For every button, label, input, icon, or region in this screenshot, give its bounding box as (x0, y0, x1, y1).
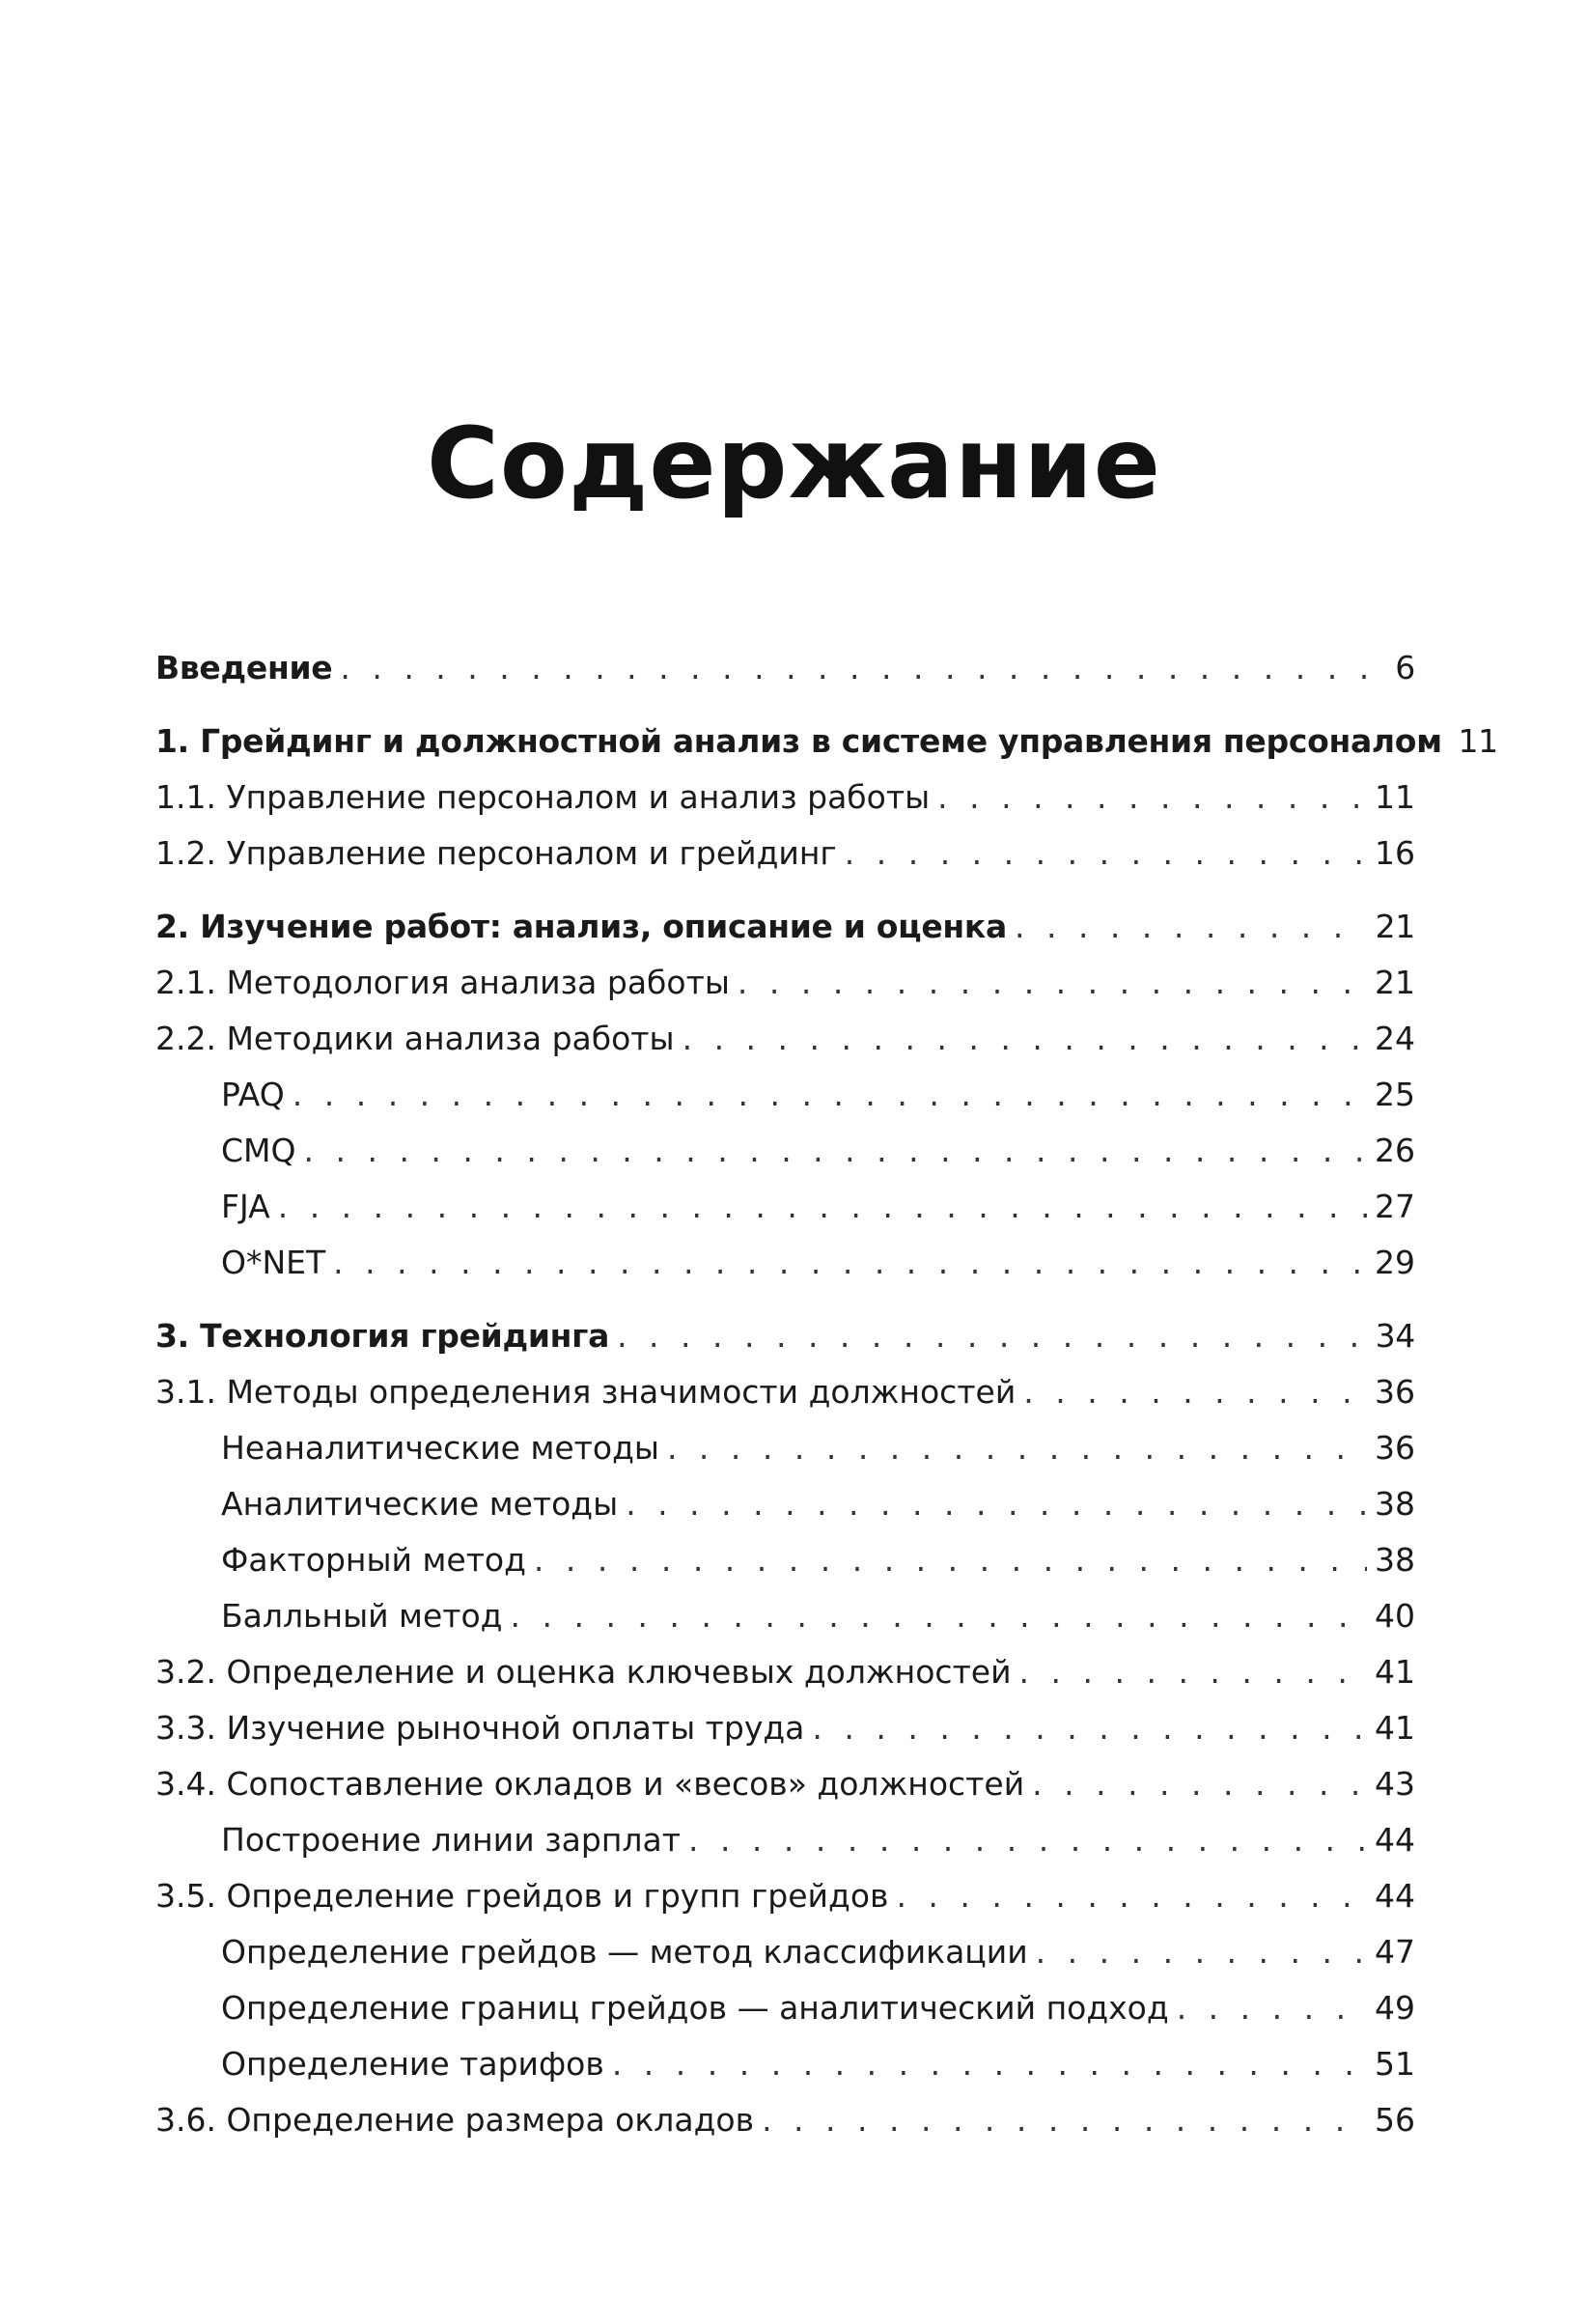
toc-entry-section-3-6[interactable] (155, 2092, 1415, 2148)
toc-leader-dots (688, 1812, 1367, 1868)
toc-leader-dots (937, 770, 1367, 826)
toc-entry-section-1-2[interactable] (155, 826, 1415, 882)
toc-page-number: 11 (1375, 778, 1415, 816)
toc-entry-section-2-2[interactable] (155, 1011, 1415, 1067)
toc-leader-dots (340, 640, 1367, 696)
toc-entry-label: 1.2. Управление персоналом и грейдинг (155, 834, 837, 872)
toc-entry-label: 3.1. Методы определения значимости должностей (155, 1373, 1017, 1411)
toc-leader-dots (333, 1235, 1367, 1291)
toc-entry-section-3-3[interactable] (155, 1700, 1415, 1756)
toc-page-number: 21 (1375, 908, 1415, 945)
toc-page-number: 36 (1375, 1373, 1415, 1411)
toc-leader-dots (511, 1588, 1368, 1644)
toc-entry-label: 3. Технология грейдинга (155, 1317, 610, 1355)
toc-page-number: 34 (1375, 1317, 1415, 1355)
toc-entry-point-method[interactable] (155, 1588, 1415, 1644)
toc-leader-dots (1015, 899, 1367, 955)
toc-leader-dots (304, 1123, 1368, 1179)
toc-entry-onet[interactable] (155, 1235, 1415, 1291)
toc-page-number: 16 (1375, 834, 1415, 872)
toc-leader-dots (626, 1476, 1367, 1532)
toc-entry-label: PAQ (221, 1076, 285, 1113)
toc-entry-label: Неаналитические методы (221, 1429, 659, 1467)
toc-page-number: 41 (1375, 1709, 1415, 1747)
toc-entry-label: 2.1. Методология анализа работы (155, 964, 730, 1001)
toc-leader-dots (896, 1868, 1367, 1924)
toc-entry-label: FJA (221, 1188, 270, 1225)
toc-leader-dots (667, 1420, 1367, 1476)
toc-page-number: 25 (1375, 1076, 1415, 1113)
toc-entry-chapter-1[interactable] (155, 714, 1498, 770)
toc-leader-dots (293, 1067, 1367, 1123)
toc-page-number: 49 (1375, 1989, 1415, 2027)
toc-page-number: 51 (1375, 2045, 1415, 2083)
toc-leader-dots (1177, 1980, 1367, 2036)
toc-entry-section-3-1[interactable] (155, 1364, 1415, 1420)
toc-entry-label: Определение границ грейдов — аналитический подход (221, 1989, 1169, 2027)
toc-entry-paq[interactable] (155, 1067, 1415, 1123)
toc-entry-section-1-1[interactable] (155, 770, 1415, 826)
toc-leader-dots (617, 1308, 1367, 1364)
toc-entry-analytical-methods[interactable] (155, 1476, 1415, 1532)
toc-page-number: 11 (1458, 722, 1498, 760)
toc-leader-dots (612, 2036, 1367, 2092)
toc-page-number: 36 (1375, 1429, 1415, 1467)
toc-entry-cmq[interactable] (155, 1123, 1415, 1179)
toc-leader-dots (762, 2092, 1367, 2148)
toc-page-number: 56 (1375, 2101, 1415, 2139)
toc-page-number: 24 (1375, 1020, 1415, 1057)
toc-page-number: 6 (1395, 649, 1415, 686)
toc-page-number: 47 (1375, 1933, 1415, 1971)
toc-entry-introduction[interactable] (155, 640, 1415, 696)
toc-entry-label: 1.1. Управление персоналом и анализ работы (155, 778, 931, 816)
toc-page-number: 38 (1375, 1541, 1415, 1579)
toc-entry-section-3-5[interactable] (155, 1868, 1415, 1924)
toc-page-number: 27 (1375, 1188, 1415, 1225)
table-of-contents (155, 640, 1498, 2148)
toc-page-number: 44 (1375, 1821, 1415, 1859)
toc-entry-grade-boundaries[interactable] (155, 1980, 1415, 2036)
toc-entry-label: 1. Грейдинг и должностной анализ в системе управления персоналом (155, 722, 1442, 760)
toc-leader-dots (1019, 1644, 1367, 1700)
toc-entry-factor-method[interactable] (155, 1532, 1415, 1588)
toc-entry-label: 3.2. Определение и оценка ключевых должностей (155, 1653, 1012, 1691)
toc-page-number: 41 (1375, 1653, 1415, 1691)
toc-leader-dots (1023, 1364, 1367, 1420)
toc-entry-section-3-4[interactable] (155, 1756, 1415, 1812)
toc-entry-label: Аналитические методы (221, 1485, 619, 1523)
toc-page-number: 44 (1375, 1877, 1415, 1915)
toc-leader-dots (1036, 1924, 1367, 1980)
toc-page-number: 43 (1375, 1765, 1415, 1803)
toc-entry-label: Факторный метод (221, 1541, 526, 1579)
toc-entry-label: 3.6. Определение размера окладов (155, 2101, 755, 2139)
toc-entry-label: 3.4. Сопоставление окладов и «весов» должностей (155, 1765, 1025, 1803)
toc-entry-chapter-2[interactable] (155, 899, 1415, 955)
toc-entry-label: 3.3. Изучение рыночной оплаты труда (155, 1709, 805, 1747)
page-title: Содержание (427, 406, 1161, 521)
toc-entry-label: Балльный метод (221, 1597, 503, 1635)
toc-leader-dots (683, 1011, 1367, 1067)
toc-entry-fja[interactable] (155, 1179, 1415, 1235)
toc-entry-non-analytical-methods[interactable] (155, 1420, 1415, 1476)
toc-entry-chapter-3[interactable] (155, 1308, 1415, 1364)
toc-entry-label: 2. Изучение работ: анализ, описание и оценка (155, 908, 1007, 945)
toc-leader-dots (534, 1532, 1367, 1588)
toc-entry-salary-line[interactable] (155, 1812, 1415, 1868)
toc-page-number: 29 (1375, 1244, 1415, 1281)
toc-page-number: 40 (1375, 1597, 1415, 1635)
toc-leader-dots (1032, 1756, 1367, 1812)
toc-entry-label: Построение линии зарплат (221, 1821, 681, 1859)
toc-entry-label: Введение (155, 649, 333, 686)
toc-entry-section-2-1[interactable] (155, 955, 1415, 1011)
toc-page-number: 26 (1375, 1132, 1415, 1169)
toc-entry-section-3-2[interactable] (155, 1644, 1415, 1700)
toc-entry-label: 3.5. Определение грейдов и групп грейдов (155, 1877, 889, 1915)
toc-leader-dots (845, 826, 1367, 882)
toc-page-number: 38 (1375, 1485, 1415, 1523)
toc-leader-dots (812, 1700, 1367, 1756)
toc-leader-dots (278, 1179, 1367, 1235)
toc-entry-label: 2.2. Методики анализа работы (155, 1020, 675, 1057)
toc-entry-tariffs[interactable] (155, 2036, 1415, 2092)
toc-entry-grade-classification[interactable] (155, 1924, 1415, 1980)
toc-page-number: 21 (1375, 964, 1415, 1001)
toc-entry-label: O*NET (221, 1244, 326, 1281)
toc-entry-label: Определение тарифов (221, 2045, 604, 2083)
toc-leader-dots (738, 955, 1367, 1011)
toc-entry-label: Определение грейдов — метод классификации (221, 1933, 1028, 1971)
toc-entry-label: CMQ (221, 1132, 296, 1169)
